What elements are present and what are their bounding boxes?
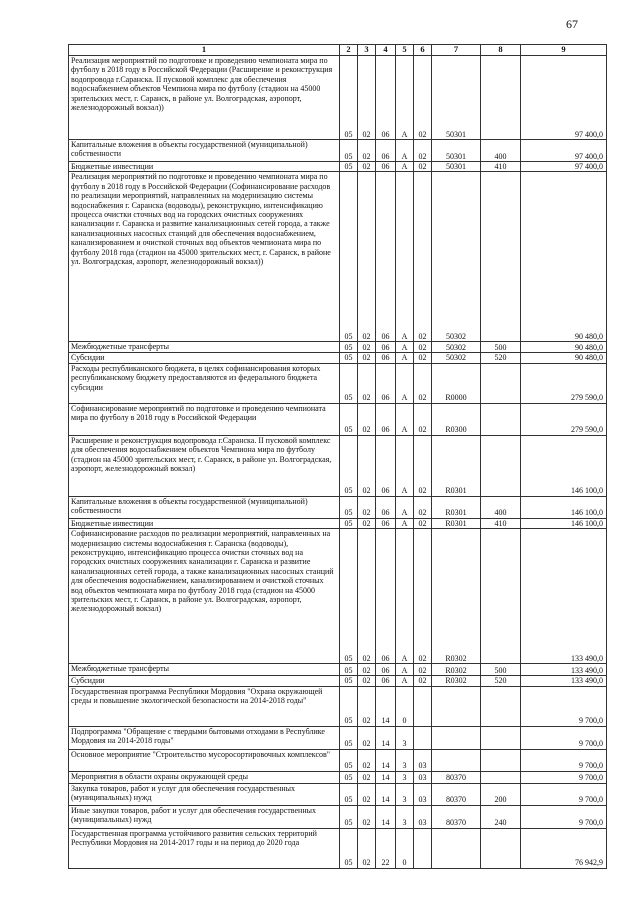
subsection-code: 02 — [358, 664, 376, 676]
table-row — [69, 56, 607, 140]
measure-code — [414, 726, 432, 749]
subsection-code: 02 — [358, 435, 376, 496]
column-header-4: 4 — [376, 45, 396, 56]
table-row — [69, 353, 607, 363]
subsection-code: 02 — [358, 828, 376, 868]
expense-type-code: 410 — [481, 518, 521, 528]
measure-code: 02 — [414, 529, 432, 664]
budget-table — [68, 44, 607, 869]
column-header-6: 6 — [414, 45, 432, 56]
direction-code: 50302 — [432, 342, 481, 353]
direction-code: 50301 — [432, 56, 481, 140]
table-row — [69, 172, 607, 342]
section-code: 05 — [340, 529, 358, 664]
direction-code: R0300 — [432, 403, 481, 435]
section-code: 05 — [340, 783, 358, 805]
subprogram-code: 3 — [396, 749, 414, 771]
direction-code: R0302 — [432, 676, 481, 686]
direction-code: 50301 — [432, 162, 481, 172]
measure-code — [414, 828, 432, 868]
expense-type-code: 410 — [481, 162, 521, 172]
row-name: Капитальные вложения в объекты государственной (муниципальной) собственности — [69, 496, 340, 518]
direction-code — [432, 686, 481, 726]
subprogram-code: А — [396, 353, 414, 363]
program-code: 06 — [376, 496, 396, 518]
table-row — [69, 664, 607, 676]
measure-code: 02 — [414, 403, 432, 435]
row-name: Закупка товаров, работ и услуг для обеспечения государственных (муниципальных) нужд — [69, 783, 340, 805]
page-number: 67 — [566, 17, 578, 31]
subsection-code: 02 — [358, 805, 376, 828]
section-code: 05 — [340, 771, 358, 783]
section-code: 05 — [340, 496, 358, 518]
subprogram-code: 3 — [396, 771, 414, 783]
expense-type-code — [481, 771, 521, 783]
expense-type-code: 520 — [481, 676, 521, 686]
direction-code: 50302 — [432, 353, 481, 363]
subsection-code: 02 — [358, 529, 376, 664]
row-name: Субсидии — [69, 353, 340, 363]
subsection-code: 02 — [358, 162, 376, 172]
row-name: Мероприятия в области охраны окружающей среды — [69, 771, 340, 783]
subprogram-code: А — [396, 342, 414, 353]
amount: 146 100,0 — [521, 496, 607, 518]
row-name: Иные закупки товаров, работ и услуг для обеспечения государственных (муниципальных) нужд — [69, 805, 340, 828]
column-header-5: 5 — [396, 45, 414, 56]
program-code: 14 — [376, 805, 396, 828]
expense-type-code — [481, 726, 521, 749]
expense-type-code: 400 — [481, 140, 521, 162]
subprogram-code: 3 — [396, 783, 414, 805]
subprogram-code: А — [396, 664, 414, 676]
table-row — [69, 686, 607, 726]
column-header-8: 8 — [481, 45, 521, 56]
column-header-1: 1 — [69, 45, 340, 56]
subprogram-code: 0 — [396, 686, 414, 726]
table-row — [69, 518, 607, 528]
measure-code: 02 — [414, 664, 432, 676]
section-code: 05 — [340, 726, 358, 749]
amount: 133 490,0 — [521, 529, 607, 664]
measure-code: 03 — [414, 749, 432, 771]
subprogram-code: А — [396, 496, 414, 518]
subsection-code: 02 — [358, 496, 376, 518]
program-code: 06 — [376, 353, 396, 363]
section-code: 05 — [340, 518, 358, 528]
measure-code: 02 — [414, 162, 432, 172]
row-name: Межбюджетные трансферты — [69, 664, 340, 676]
program-code: 06 — [376, 435, 396, 496]
subsection-code: 02 — [358, 726, 376, 749]
row-name: Реализация мероприятий по подготовке и проведению чемпионата мира по футболу в 2018 году в Российской Федерации (Софинансирование расходов по реализации мероприятий, направленных на модернизацию системы водоснабжения г. Саранска (водоводы), реконструкцию, интенсификацию процесса очистки сточных вод на городских очистных сооружениях канализации г. Саранска и развитие канализационных сетей города, а также канализационных насосных станций для обеспечения водоснабжением, канализированием и очисткой сточных вод объектов чемпионата мира по футболу 2018 года (стадион на 45000 зрительских мест, г. Саранск, в районе ул. Волгоградская, аэропорт, железнодорожный вокзал)) — [69, 172, 340, 342]
expense-type-code: 240 — [481, 805, 521, 828]
direction-code — [432, 828, 481, 868]
section-code: 05 — [340, 435, 358, 496]
section-code: 05 — [340, 805, 358, 828]
section-code: 05 — [340, 749, 358, 771]
measure-code: 02 — [414, 342, 432, 353]
measure-code: 03 — [414, 805, 432, 828]
direction-code: R0302 — [432, 529, 481, 664]
amount: 279 590,0 — [521, 363, 607, 403]
program-code: 06 — [376, 403, 396, 435]
measure-code: 03 — [414, 783, 432, 805]
subprogram-code: 3 — [396, 726, 414, 749]
amount: 9 700,0 — [521, 686, 607, 726]
section-code: 05 — [340, 664, 358, 676]
direction-code: 80370 — [432, 783, 481, 805]
measure-code: 02 — [414, 363, 432, 403]
direction-code: R0000 — [432, 363, 481, 403]
section-code: 05 — [340, 828, 358, 868]
section-code: 05 — [340, 686, 358, 726]
direction-code: 50302 — [432, 172, 481, 342]
amount: 9 700,0 — [521, 771, 607, 783]
expense-type-code — [481, 529, 521, 664]
measure-code: 02 — [414, 140, 432, 162]
program-code: 06 — [376, 664, 396, 676]
subsection-code: 02 — [358, 363, 376, 403]
subprogram-code: А — [396, 162, 414, 172]
program-code: 06 — [376, 56, 396, 140]
subprogram-code: А — [396, 676, 414, 686]
amount: 146 100,0 — [521, 435, 607, 496]
row-name: Софинансирование расходов по реализации мероприятий, направленных на модернизацию системы водоснабжения г. Саранска (водоводы), реконструкцию, интенсификацию процесса очистки сточных вод на городских очистных сооружениях канализации г. Саранска и развитие канализационных сетей города, а также канализационных насосных станций для обеспечения водоснабжением, канализированием и очисткой сточных вод объектов чемпионата мира по футболу 2018 года (стадион на 45000 зрительских мест, г. Саранск, в районе ул. Волгоградская, аэропорт, железнодорожный вокзал) — [69, 529, 340, 664]
section-code: 05 — [340, 353, 358, 363]
row-name: Государственная программа Республики Мордовия "Охрана окружающей среды и повышение экологической безопасности на 2014-2018 годы" — [69, 686, 340, 726]
subsection-code: 02 — [358, 771, 376, 783]
table-row — [69, 529, 607, 664]
expense-type-code — [481, 403, 521, 435]
expense-type-code — [481, 435, 521, 496]
row-name: Расходы республиканского бюджета, в целях софинансирования которых республиканскому бюджету предоставляются из федерального бюджета субсидии — [69, 363, 340, 403]
measure-code: 02 — [414, 353, 432, 363]
expense-type-code — [481, 172, 521, 342]
section-code: 05 — [340, 56, 358, 140]
table-row — [69, 783, 607, 805]
subsection-code: 02 — [358, 342, 376, 353]
subsection-code: 02 — [358, 403, 376, 435]
table-row — [69, 828, 607, 868]
subsection-code: 02 — [358, 783, 376, 805]
expense-type-code: 400 — [481, 496, 521, 518]
expense-type-code — [481, 686, 521, 726]
measure-code: 03 — [414, 771, 432, 783]
row-name: Бюджетные инвестиции — [69, 162, 340, 172]
table-row — [69, 140, 607, 162]
amount: 279 590,0 — [521, 403, 607, 435]
amount: 90 480,0 — [521, 342, 607, 353]
subsection-code: 02 — [358, 172, 376, 342]
expense-type-code: 500 — [481, 342, 521, 353]
amount: 146 100,0 — [521, 518, 607, 528]
table-row — [69, 726, 607, 749]
measure-code: 02 — [414, 172, 432, 342]
table-body — [69, 56, 607, 869]
program-code: 06 — [376, 676, 396, 686]
measure-code: 02 — [414, 518, 432, 528]
direction-code: R0301 — [432, 435, 481, 496]
program-code: 06 — [376, 342, 396, 353]
table-row — [69, 403, 607, 435]
amount: 76 942,9 — [521, 828, 607, 868]
subprogram-code: А — [396, 529, 414, 664]
row-name: Подпрограмма "Обращение с твердыми бытовыми отходами в Республике Мордовия на 2014-2018 годы" — [69, 726, 340, 749]
subsection-code: 02 — [358, 518, 376, 528]
direction-code: 80370 — [432, 805, 481, 828]
row-name: Софинансирование мероприятий по подготовке и проведению чемпионата мира по футболу в 2018 году в Российской Федерации — [69, 403, 340, 435]
program-code: 06 — [376, 162, 396, 172]
row-name: Бюджетные инвестиции — [69, 518, 340, 528]
subprogram-code: А — [396, 56, 414, 140]
expense-type-code: 200 — [481, 783, 521, 805]
section-code: 05 — [340, 162, 358, 172]
amount: 90 480,0 — [521, 172, 607, 342]
subsection-code: 02 — [358, 749, 376, 771]
table-row — [69, 435, 607, 496]
header-row — [69, 45, 607, 56]
subprogram-code: 3 — [396, 805, 414, 828]
amount: 9 700,0 — [521, 805, 607, 828]
subprogram-code: А — [396, 403, 414, 435]
table-row — [69, 162, 607, 172]
measure-code: 02 — [414, 435, 432, 496]
program-code: 06 — [376, 518, 396, 528]
direction-code: R0302 — [432, 664, 481, 676]
subsection-code: 02 — [358, 676, 376, 686]
row-name: Межбюджетные трансферты — [69, 342, 340, 353]
table-row — [69, 805, 607, 828]
table-row — [69, 363, 607, 403]
section-code: 05 — [340, 172, 358, 342]
row-name: Основное мероприятие "Строительство мусоросортировочных комплексов" — [69, 749, 340, 771]
amount: 9 700,0 — [521, 783, 607, 805]
row-name: Капитальные вложения в объекты государственной (муниципальной) собственности — [69, 140, 340, 162]
row-name: Субсидии — [69, 676, 340, 686]
expense-type-code — [481, 828, 521, 868]
program-code: 22 — [376, 828, 396, 868]
direction-code: R0301 — [432, 496, 481, 518]
amount: 133 490,0 — [521, 676, 607, 686]
measure-code: 02 — [414, 56, 432, 140]
amount: 97 400,0 — [521, 140, 607, 162]
subprogram-code: А — [396, 518, 414, 528]
amount: 97 400,0 — [521, 56, 607, 140]
direction-code — [432, 726, 481, 749]
subsection-code: 02 — [358, 56, 376, 140]
direction-code: 50301 — [432, 140, 481, 162]
direction-code: 80370 — [432, 771, 481, 783]
table-row — [69, 676, 607, 686]
direction-code: R0301 — [432, 518, 481, 528]
table-row — [69, 749, 607, 771]
program-code: 14 — [376, 726, 396, 749]
program-code: 14 — [376, 771, 396, 783]
row-name: Государственная программа устойчивого развития сельских территорий Республики Мордовия на 2014-2017 годы и на период до 2020 года — [69, 828, 340, 868]
program-code: 14 — [376, 686, 396, 726]
program-code: 06 — [376, 529, 396, 664]
program-code: 14 — [376, 749, 396, 771]
section-code: 05 — [340, 676, 358, 686]
program-code: 06 — [376, 140, 396, 162]
program-code: 06 — [376, 363, 396, 403]
program-code: 14 — [376, 783, 396, 805]
expense-type-code — [481, 749, 521, 771]
expense-type-code — [481, 56, 521, 140]
subsection-code: 02 — [358, 353, 376, 363]
subprogram-code: А — [396, 140, 414, 162]
section-code: 05 — [340, 403, 358, 435]
direction-code — [432, 749, 481, 771]
amount: 9 700,0 — [521, 749, 607, 771]
column-header-9: 9 — [521, 45, 607, 56]
row-name: Расширение и реконструкция водопровода г.Саранска. II пусковой комплекс для обеспечения водоснабжением объектов Чемпиона мира по футболу (стадион на 45000 зрительских мест, г. Саранск, в районе ул. Волгоградская, аэропорт, железнодорожный вокзал) — [69, 435, 340, 496]
section-code: 05 — [340, 363, 358, 403]
subsection-code: 02 — [358, 140, 376, 162]
measure-code — [414, 686, 432, 726]
amount: 97 400,0 — [521, 162, 607, 172]
subprogram-code: А — [396, 363, 414, 403]
column-header-3: 3 — [358, 45, 376, 56]
table-row — [69, 771, 607, 783]
column-header-2: 2 — [340, 45, 358, 56]
expense-type-code — [481, 363, 521, 403]
row-name: Реализация мероприятий по подготовке и проведению чемпионата мира по футболу в 2018 году в Российской Федерации (Расширение и реконструкция водопровода г.Саранска. II пусковой комплекс для обеспечения водоснабжением объектов Чемпиона мира по футболу (стадион на 45000 зрительских мест, г. Саранск, в районе ул. Волгоградская, аэропорт, железнодорожный вокзал)) — [69, 56, 340, 140]
subprogram-code: 0 — [396, 828, 414, 868]
amount: 9 700,0 — [521, 726, 607, 749]
measure-code: 02 — [414, 676, 432, 686]
subprogram-code: А — [396, 435, 414, 496]
table-row — [69, 342, 607, 353]
table-row — [69, 496, 607, 518]
section-code: 05 — [340, 140, 358, 162]
expense-type-code: 500 — [481, 664, 521, 676]
measure-code: 02 — [414, 496, 432, 518]
subprogram-code: А — [396, 172, 414, 342]
program-code: 06 — [376, 172, 396, 342]
column-header-7: 7 — [432, 45, 481, 56]
expense-type-code: 520 — [481, 353, 521, 363]
section-code: 05 — [340, 342, 358, 353]
amount: 133 490,0 — [521, 664, 607, 676]
subsection-code: 02 — [358, 686, 376, 726]
amount: 90 480,0 — [521, 353, 607, 363]
